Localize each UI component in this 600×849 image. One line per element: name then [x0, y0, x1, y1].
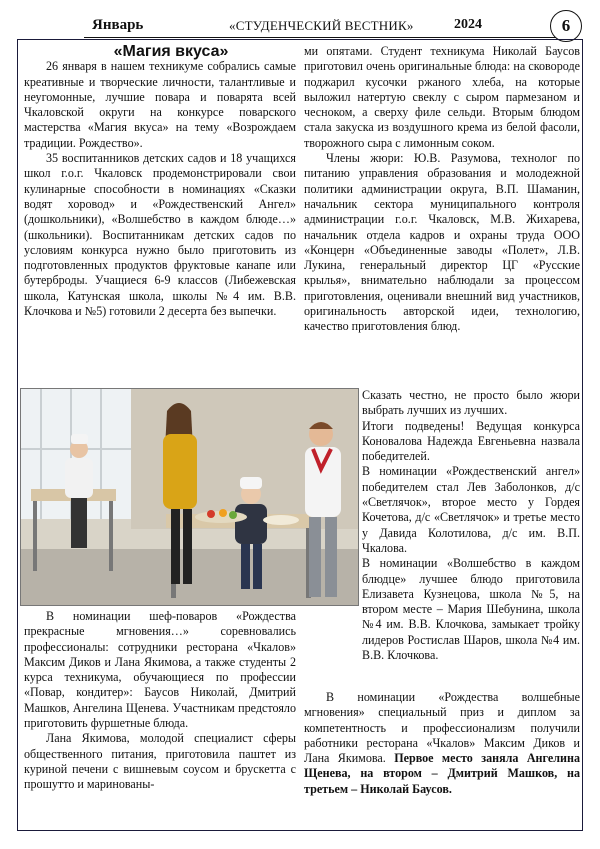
paragraph-results [304, 690, 580, 797]
paragraph: Члены жюри: Ю.В. Разумова, технолог по питанию управления образования и молодежной политики администрации округа, В.П. Шаманин, начальник сектора муниципального контроля администрации г.о.г. Чкаловск, М.В. Жихарева, начальник отдела кадров и охраны труда ООО «Концерн «Объединенные заводы «Полет», Л.В. Лукина, генеральный директор ЦГ «Русские крылья», внимательно наблюдали за процессом приготовления, оценивали внешний вид участников, оригинальность авторской идеи, технологию, качество приготовления блюд. [304, 151, 580, 334]
paragraph: 26 января в нашем техникуме собрались самые креативные и творческие личности, талантливые и неугомонные, лучшие повара и поварята всей Чкаловской округи на конкурсе поварского мастерства «Магия вкуса» на тему «Возрождаем традиции. Рождество». [24, 59, 296, 150]
article-photo [20, 388, 359, 606]
photo-illustration [21, 389, 359, 606]
paragraph: В номинации «Рождественский ангел» победителем стал Лев Заболонков, д/с «Светлячок», второе место у Гордея Кочетова, д/с «Светлячок» и третье место у Давида Колотилова, д/с им. В.П. Чкалова. [362, 464, 580, 555]
article-column-left-top [24, 44, 296, 319]
results-winners: Первое место заняла Ангелина Щенева, на втором – Дмитрий Машков, на третьем – Николай Баусов. [304, 751, 580, 796]
results-text: В номинации «Рождества волшебные мгновения» специальный приз и диплом за компетентность и профессионализм получили работники ресторана «Чкалов» Максим Диков и Лана Якимова. [304, 690, 580, 766]
page-number: 6 [550, 10, 582, 42]
header-year: 2024 [454, 17, 482, 32]
paragraph: В номинации шеф-поваров «Рождества прекрасные мгновения…» соревновались профессионалы: сотрудники ресторана «Чкалов» Максим Диков и Лана Якимова, а также студенты 2 курса техникума, обучающиеся по профессии «Повар, кондитер»: Баусов Николай, Дмитрий Машков, Ангелина Щенева. Участникам предстояло приготовить фуршетные блюда. [24, 609, 296, 731]
paragraph: В номинации «Волшебство в каждом блюдце» лучшее блюдо приготовила Елизавета Кузнецова, школа №5, на втором месте – Мария Шебунина, школа №4 им. В.В. Клочкова, замыкает тройку лидеров Ростислав Шаров, школа №4 им. В.В. Клочкова. [362, 556, 580, 663]
paragraph: 35 воспитанников детских садов и 18 учащихся школ г.о.г. Чкаловск продемонстрировали свои кулинарные способности в номинациях «Сказки водят хоровод» и «Рождественский Ангел» (дошкольники), «Волшебство в каждом блюде…» (школьники). Воспитанникам детских садов по условиям конкурса нужно было приготовить из подготовленных продуктов фруктовые канапе или бутерброды. Учащиеся 6-9 классов (Либежевская школа, Катунская школа, школы №4 им. В.В. Клочкова и №5) готовили 2 десерта без выпечки. [24, 151, 296, 319]
article-column-left-bottom [24, 609, 296, 793]
header-rule [84, 37, 564, 38]
header-newspaper-name: «СТУДЕНЧЕСКИЙ ВЕСТНИК» [229, 18, 414, 33]
header-month: Январь [92, 17, 144, 33]
article-column-right-top [304, 44, 580, 335]
paragraph: Лана Якимова, молодой специалист сферы общественного питания, приготовила паштет из куриной печени с вишневым соусом и брускетта с прошутто и маринованы- [24, 731, 296, 792]
paragraph: ми опятами. Студент техникума Николай Баусов приготовил очень оригинальные блюда: на сковороде поджарил кусочки ржаного хлеба, на которые выложил натертую свеклу с сыром пармезаном и чесноком, а сверху филе сельди. Вторым блюдом стала закуска из воздушного крема из белой фасоли, творожного сыра с лимонным соком. [304, 44, 580, 150]
paragraph: Сказать честно, не просто было жюри выбрать лучших из лучших. [362, 388, 580, 418]
paragraph: Итоги подведены! Ведущая конкурса Коновалова Надежда Евгеньевна назвала победителей. [362, 418, 580, 464]
article-title: «Магия вкуса» [113, 43, 229, 60]
article-column-right-beside-photo [362, 388, 580, 663]
article-column-right-end [304, 690, 580, 797]
page-header [14, 10, 590, 40]
